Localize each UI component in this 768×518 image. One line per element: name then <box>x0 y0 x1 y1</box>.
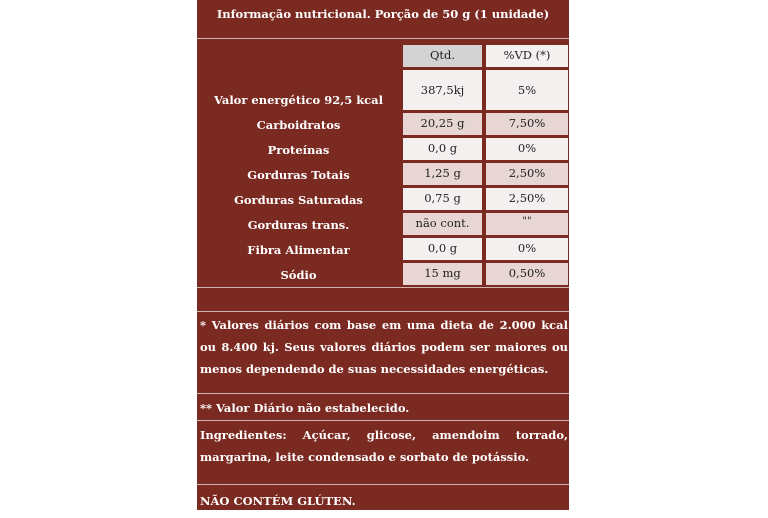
row-label-energy: Valor energético 92,5 kcal <box>214 93 383 108</box>
row-vd-sodium: 0,50% <box>486 263 568 285</box>
footnote-not-established: ** Valor Diário não estabelecido. <box>200 401 410 415</box>
divider <box>197 393 569 394</box>
divider <box>197 287 569 288</box>
row-vd-energy: 5% <box>486 70 568 110</box>
row-vd-carbs: 7,50% <box>486 113 568 135</box>
row-label-sodium: Sódio <box>280 268 317 283</box>
row-label-total-fat: Gorduras Totais <box>247 168 350 183</box>
row-label-protein: Proteínas <box>267 143 330 158</box>
column-header-qty: Qtd. <box>403 45 482 67</box>
row-vd-fiber: 0% <box>486 238 568 260</box>
row-label-fiber: Fibra Alimentar <box>247 243 350 258</box>
row-vd-trans-fat: "" <box>486 213 568 235</box>
divider <box>197 38 569 39</box>
divider <box>197 311 569 312</box>
column-header-vd: %VD (*) <box>486 45 568 67</box>
row-vd-total-fat: 2,50% <box>486 163 568 185</box>
row-qty-fiber: 0,0 g <box>403 238 482 260</box>
row-qty-sodium: 15 mg <box>403 263 482 285</box>
divider <box>197 484 569 485</box>
divider <box>197 420 569 421</box>
row-label-carbs: Carboidratos <box>256 118 341 133</box>
row-label-saturated-fat: Gorduras Saturadas <box>234 193 363 208</box>
row-qty-saturated-fat: 0,75 g <box>403 188 482 210</box>
row-qty-protein: 0,0 g <box>403 138 482 160</box>
row-qty-carbs: 20,25 g <box>403 113 482 135</box>
row-vd-saturated-fat: 2,50% <box>486 188 568 210</box>
row-qty-energy: 387,5kj <box>403 70 482 110</box>
footnote-daily-values: * Valores diários com base em uma dieta de 2.000 kcal ou 8.400 kj. Seus valores diários podem ser maiores ou menos dependendo de suas necessidades energéticas. <box>200 318 568 376</box>
gluten-statement: NÃO CONTÉM GLÚTEN. <box>200 494 356 508</box>
ingredients-text: Ingredientes: Açúcar, glicose, amendoim torrado, margarina, leite condensado e sorbato de potássio. <box>200 428 568 464</box>
row-label-trans-fat: Gorduras trans. <box>247 218 350 233</box>
table-title: Informação nutricional. Porção de 50 g (1 unidade) <box>216 7 550 22</box>
row-vd-protein: 0% <box>486 138 568 160</box>
row-qty-total-fat: 1,25 g <box>403 163 482 185</box>
row-qty-trans-fat: não cont. <box>403 213 482 235</box>
